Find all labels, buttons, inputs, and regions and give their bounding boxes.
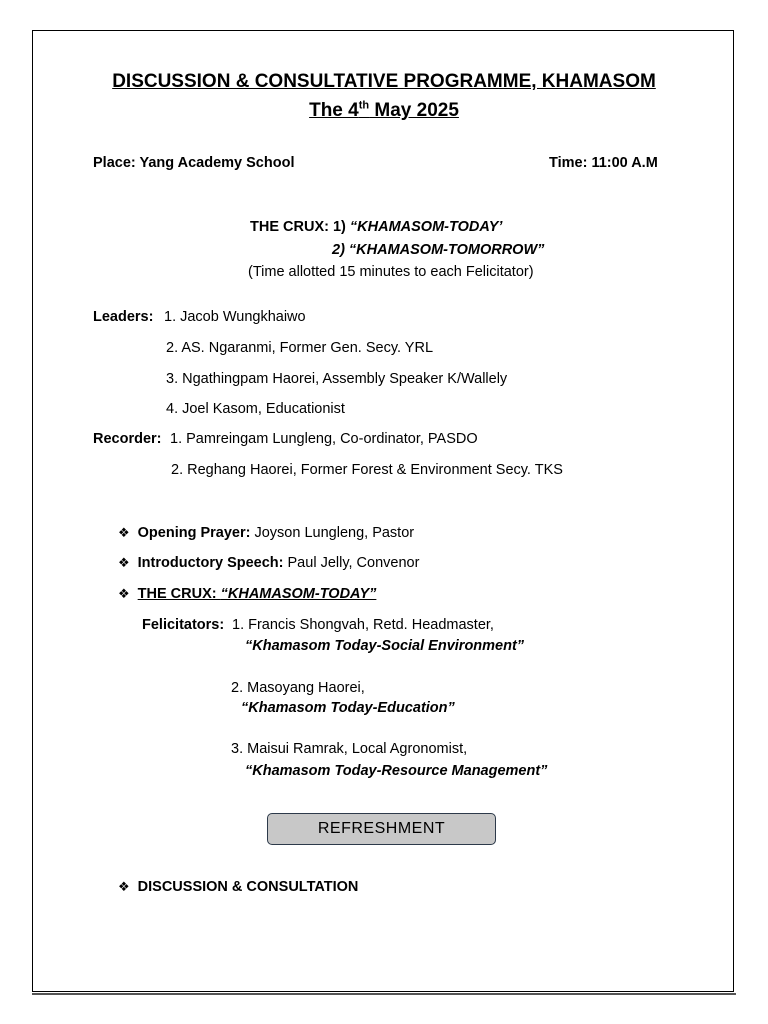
programme-item-introductory-speech: ❖ Introductory Speech: Paul Jelly, Convenor — [118, 555, 420, 571]
leader-item: 1. Jacob Wungkhaiwo — [164, 309, 306, 325]
leaders-label: Leaders: — [93, 309, 154, 325]
leader-item: 3. Ngathingpam Haorei, Assembly Speaker K/Wallely — [166, 371, 508, 387]
felicitator-topic: “Khamasom Today-Education” — [241, 700, 455, 716]
diamond-bullet-icon: ❖ — [118, 555, 130, 570]
crux-item-2: 2) “KHAMASOM-TOMORROW” — [332, 242, 545, 258]
recorder-item: 1. Pamreingam Lungleng, Co-ordinator, PASDO — [170, 431, 478, 447]
recorder-label: Recorder: — [93, 431, 162, 447]
diamond-bullet-icon: ❖ — [118, 586, 130, 601]
place-label: Place: Yang Academy School — [93, 155, 295, 171]
bottom-rule — [32, 993, 736, 995]
felicitator-name: 1. Francis Shongvah, Retd. Headmaster, — [232, 617, 494, 633]
leader-item: 2. AS. Ngaranmi, Former Gen. Secy. YRL — [166, 340, 434, 356]
felicitator-topic: “Khamasom Today-Social Environment” — [245, 638, 525, 654]
felicitator-name: 3. Maisui Ramrak, Local Agronomist, — [231, 741, 468, 757]
felicitator-name: 2. Masoyang Haorei, — [231, 680, 365, 696]
time-label: Time: 11:00 A.M — [549, 155, 658, 171]
programme-item-opening-prayer: ❖ Opening Prayer: Joyson Lungleng, Pastor — [118, 525, 415, 541]
diamond-bullet-icon: ❖ — [118, 525, 130, 540]
crux-heading: THE CRUX: 1) “KHAMASOM-TODAY’ — [250, 219, 503, 235]
document-date: The 4th May 2025 — [309, 99, 459, 121]
crux-note: (Time allotted 15 minutes to each Felicitator) — [248, 264, 534, 280]
page-border — [32, 30, 734, 992]
recorder-item: 2. Reghang Haorei, Former Forest & Environment Secy. TKS — [171, 462, 563, 478]
diamond-bullet-icon: ❖ — [118, 879, 130, 894]
felicitators-label: Felicitators: — [142, 617, 225, 633]
refreshment-box: REFRESHMENT — [267, 813, 496, 845]
programme-item-crux-today: ❖ THE CRUX: “KHAMASOM-TODAY” — [118, 586, 377, 602]
programme-item-discussion: ❖ DISCUSSION & CONSULTATION — [118, 879, 359, 895]
document-title: DISCUSSION & CONSULTATIVE PROGRAMME, KHAMASOM — [112, 71, 656, 92]
leader-item: 4. Joel Kasom, Educationist — [166, 401, 345, 417]
felicitator-topic: “Khamasom Today-Resource Management” — [245, 763, 548, 779]
